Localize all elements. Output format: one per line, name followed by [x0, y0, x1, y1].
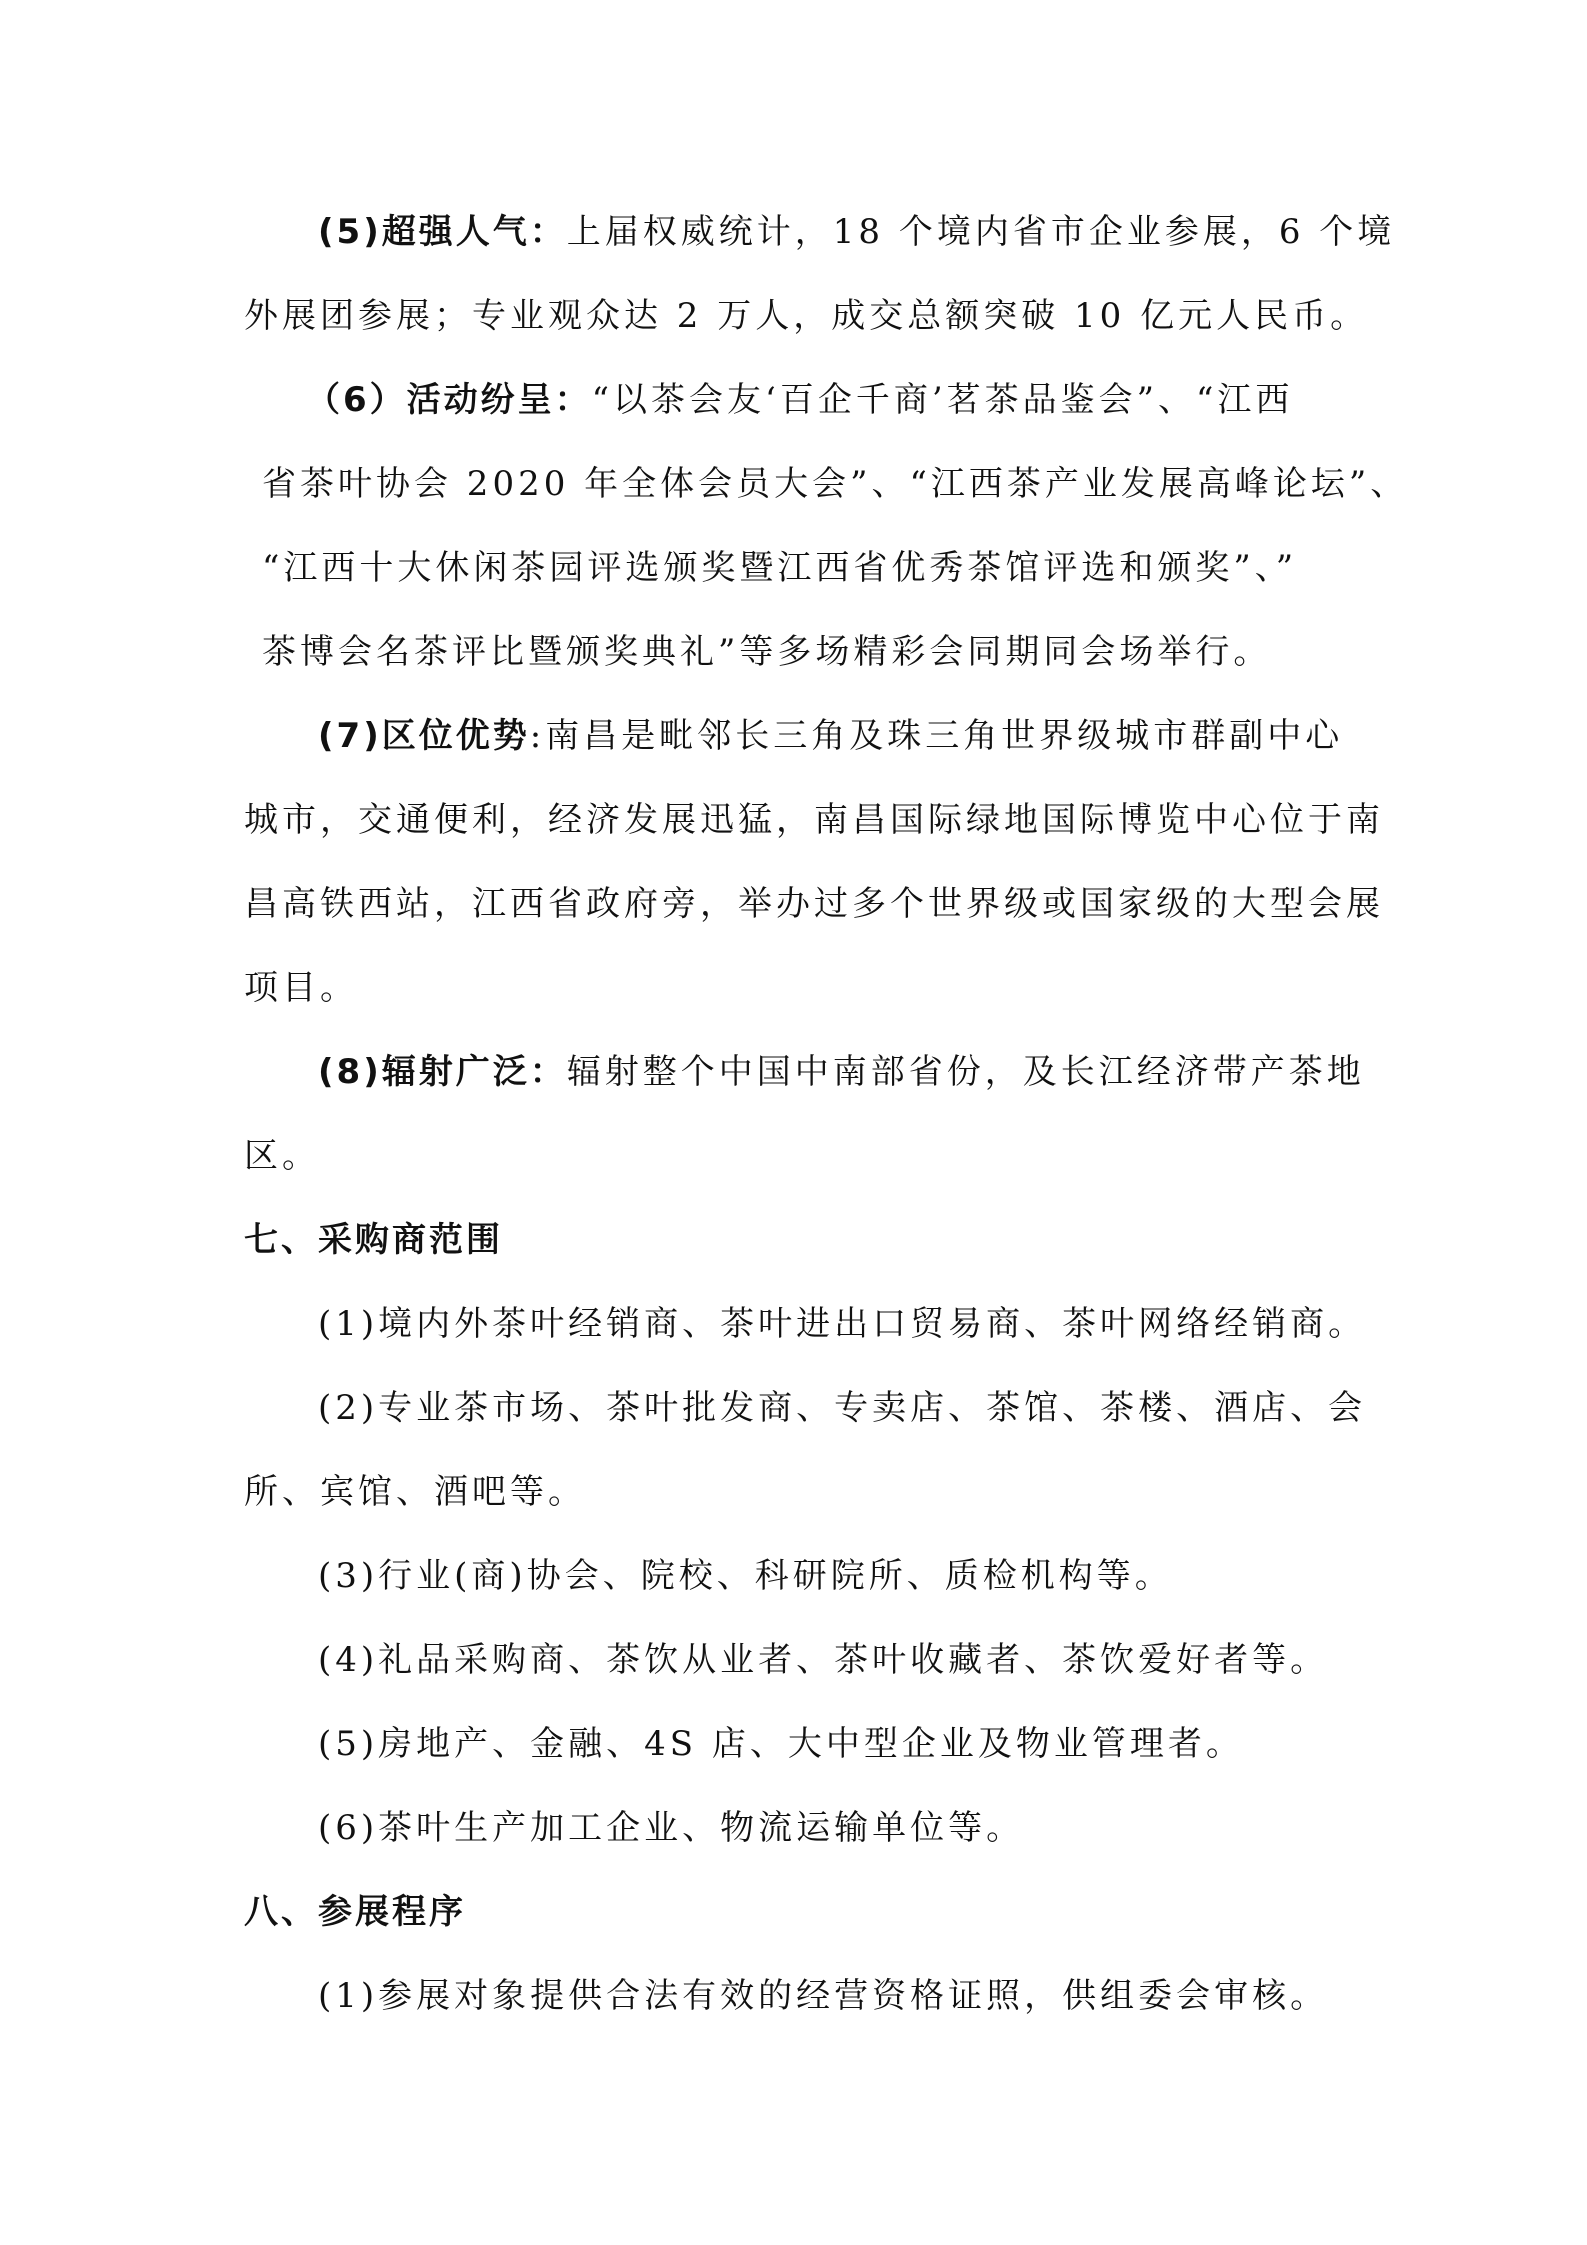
item-6-line-4: 茶博会名茶评比暨颁奖典礼”等多场精彩会同期同会场举行。	[262, 632, 1272, 672]
item-5-text: 上届权威统计，18 个境内省市企业参展，6 个境	[566, 212, 1396, 252]
item-6-line-1	[306, 380, 1293, 420]
item-5-line-1	[318, 212, 1395, 252]
procedure-item-1: (1)参展对象提供合法有效的经营资格证照，供组委会审核。	[318, 1976, 1329, 2016]
item-6-text: “以茶会友‘百企千商’茗茶品鉴会”、“江西	[591, 380, 1294, 420]
item-6-line-2: 省茶叶协会 2020 年全体会员大会”、“江西茶产业发展高峰论坛”、	[262, 464, 1409, 504]
item-7-line-2: 城市，交通便利，经济发展迅猛，南昌国际绿地国际博览中心位于南	[244, 800, 1384, 840]
item-8-line-1	[318, 1052, 1365, 1092]
buyer-item-1: (1)境内外茶叶经销商、茶叶进出口贸易商、茶叶网络经销商。	[318, 1304, 1367, 1344]
item-7-text: :南昌是毗邻长三角及珠三角世界级城市群副中心	[529, 716, 1344, 756]
section-heading-8: 八、参展程序	[244, 1892, 466, 1932]
item-5-line-2: 外展团参展；专业观众达 2 万人，成交总额突破 10 亿元人民币。	[244, 296, 1369, 336]
buyer-item-3: (3)行业(商)协会、院校、科研院所、质检机构等。	[318, 1556, 1173, 1596]
item-7-lead: (7)区位优势	[318, 716, 530, 756]
item-8-lead: (8)辐射广泛：	[318, 1052, 567, 1092]
section-heading-7: 七、采购商范围	[244, 1220, 503, 1260]
buyer-item-6: (6)茶叶生产加工企业、物流运输单位等。	[318, 1808, 1025, 1848]
buyer-item-2-line-2: 所、宾馆、酒吧等。	[244, 1472, 586, 1512]
item-7-line-4: 项目。	[244, 968, 358, 1008]
item-8-line-2: 区。	[244, 1136, 320, 1176]
buyer-item-5: (5)房地产、金融、4S 店、大中型企业及物业管理者。	[318, 1724, 1244, 1764]
item-5-lead: (5)超强人气：	[318, 212, 567, 252]
item-7-line-1	[318, 716, 1343, 756]
item-8-text: 辐射整个中国中南部省份，及长江经济带产茶地	[566, 1052, 1365, 1092]
item-6-line-3: “江西十大休闲茶园评选颁奖暨江西省优秀茶馆评选和颁奖”、”	[262, 548, 1298, 588]
item-7-line-3: 昌高铁西站，江西省政府旁，举办过多个世界级或国家级的大型会展	[244, 884, 1384, 924]
buyer-item-2-line-1: (2)专业茶市场、茶叶批发商、专卖店、茶馆、茶楼、酒店、会	[318, 1388, 1367, 1428]
item-6-lead: （6）活动纷呈：	[306, 380, 592, 420]
buyer-item-4: (4)礼品采购商、茶饮从业者、茶叶收藏者、茶饮爱好者等。	[318, 1640, 1329, 1680]
